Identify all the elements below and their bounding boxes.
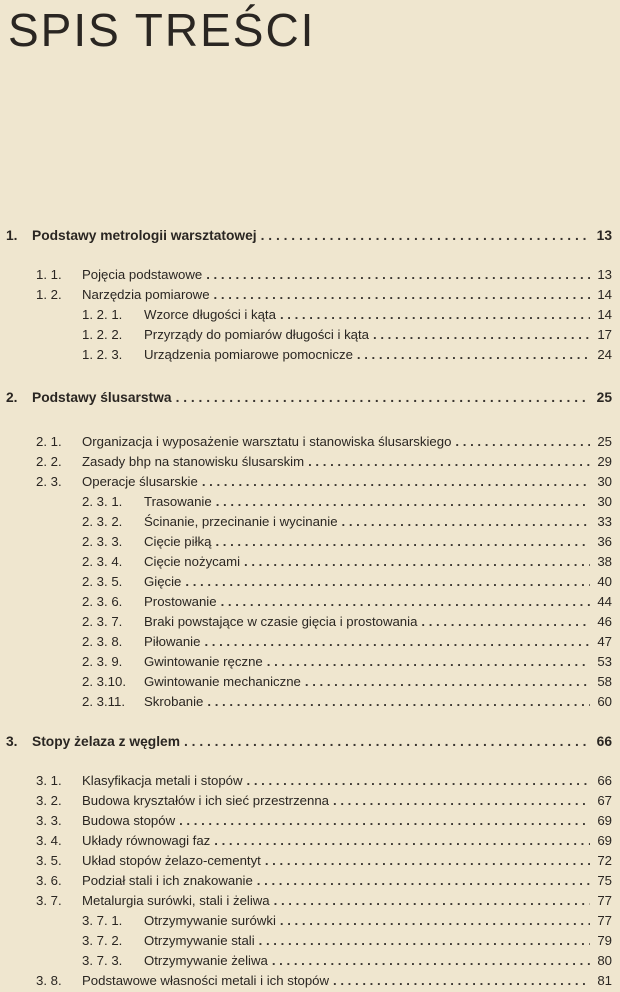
toc-entry-title: Podstawy ślusarstwa [32, 390, 172, 405]
dot-leader [261, 227, 590, 245]
dot-leader [308, 453, 590, 471]
toc-entry-page: 53 [597, 654, 612, 669]
toc-entry [36, 852, 612, 870]
toc-entry [82, 553, 612, 571]
toc-entry-title: Otrzymywanie surówki [144, 913, 276, 928]
dot-leader [257, 872, 590, 890]
toc-entry-number: 2. 3. [36, 474, 62, 489]
toc-entry-page: 14 [597, 307, 612, 322]
dot-leader [202, 473, 590, 491]
toc-entry [36, 772, 612, 790]
toc-chapter [6, 389, 612, 407]
toc-entry-page: 46 [597, 614, 612, 629]
toc-entry-title: Podział stali i ich znakowanie [82, 873, 253, 888]
dot-leader [280, 912, 590, 930]
toc-entry-number: 3. 5. [36, 853, 62, 868]
toc-entry-title: Zasady bhp na stanowisku ślusarskim [82, 454, 305, 469]
toc-entry-number: 1. 2. 3. [82, 347, 123, 362]
toc-entry-page: 77 [597, 893, 612, 908]
toc-entry-page: 17 [597, 327, 612, 342]
toc-entry [82, 633, 612, 651]
toc-entry-number: 1. 2. [36, 287, 62, 302]
toc-entry-number: 2. 3.11. [82, 694, 126, 709]
dot-leader [342, 513, 590, 531]
toc-entry [36, 812, 612, 830]
dot-leader [214, 286, 590, 304]
toc-entry-page: 40 [597, 574, 612, 589]
toc-entry-number: 2. 3. 1. [82, 494, 123, 509]
toc-entry-number: 3. 4. [36, 833, 62, 848]
toc-entry-page: 66 [596, 734, 612, 749]
toc-entry-page: 47 [597, 634, 612, 649]
toc-entry [36, 792, 612, 810]
toc-entry-page: 80 [597, 953, 612, 968]
toc-entry-page: 29 [597, 454, 612, 469]
toc-entry-number: 3. 7. 3. [82, 953, 123, 968]
dot-leader [265, 852, 590, 870]
dot-leader [267, 653, 590, 671]
toc-entry-page: 66 [597, 773, 612, 788]
toc-entry-number: 1. 1. [36, 267, 62, 282]
dot-leader [214, 832, 590, 850]
toc-entry [36, 286, 612, 304]
toc-entry [36, 832, 612, 850]
toc-entry [82, 952, 612, 970]
dot-leader [280, 306, 590, 324]
toc-entry-title: Gięcie [144, 574, 182, 589]
dot-leader [333, 972, 590, 990]
toc-entry [82, 932, 612, 950]
toc-entry-title: Otrzymywanie stali [144, 933, 255, 948]
toc-entry-page: 69 [597, 813, 612, 828]
toc-entry [36, 473, 612, 491]
toc-entry-number: 2. 3. 6. [82, 594, 123, 609]
toc-entry-number: 2. 3. 4. [82, 554, 123, 569]
toc-entry-title: Przyrządy do pomiarów długości i kąta [144, 327, 370, 342]
toc-entry-title: Stopy żelaza z węglem [32, 734, 180, 749]
toc-entry-title: Ścinanie, przecinanie i wycinanie [144, 514, 338, 529]
toc-entry [36, 266, 612, 284]
toc-chapter [6, 227, 612, 245]
toc-entry [82, 653, 612, 671]
toc-entry [36, 433, 612, 451]
toc-entry-title: Braki powstające w czasie gięcia i prostowania [144, 614, 418, 629]
toc-entry-title: Otrzymywanie żeliwa [144, 953, 268, 968]
toc-entry-number: 3. 7. 2. [82, 933, 123, 948]
toc-entry-number: 2. 2. [36, 454, 62, 469]
dot-leader [216, 493, 590, 511]
toc-entry-page: 36 [597, 534, 612, 549]
toc-entry-page: 25 [597, 434, 612, 449]
toc-entry [36, 453, 612, 471]
dot-leader [272, 952, 590, 970]
toc-entry-page: 77 [597, 913, 612, 928]
toc-entry-title: Cięcie piłką [144, 534, 212, 549]
toc-entry [36, 972, 612, 990]
toc-entry-title: Prostowanie [144, 594, 217, 609]
dot-leader [373, 326, 590, 344]
toc-entry-page: 24 [597, 347, 612, 362]
toc-entry-title: Klasyfikacja metali i stopów [82, 773, 243, 788]
dot-leader [204, 633, 590, 651]
toc-chapter [6, 733, 612, 751]
dot-leader [421, 613, 590, 631]
dot-leader [185, 573, 590, 591]
toc-entry-page: 58 [597, 674, 612, 689]
toc-entry-title: Wzorce długości i kąta [144, 307, 276, 322]
toc-entry-page: 30 [597, 474, 612, 489]
toc-entry-number: 3. 7. 1. [82, 913, 123, 928]
toc-entry-page: 30 [597, 494, 612, 509]
toc-entry-title: Metalurgia surówki, stali i żeliwa [82, 893, 270, 908]
toc-entry [82, 593, 612, 611]
toc-entry-page: 79 [597, 933, 612, 948]
toc-entry-page: 13 [597, 267, 612, 282]
toc-entry-number: 3. 1. [36, 773, 62, 788]
toc-entry-page: 67 [597, 793, 612, 808]
toc-entry [82, 306, 612, 324]
toc-entry-number: 3. 3. [36, 813, 62, 828]
toc-entry [82, 533, 612, 551]
toc-entry-title: Piłowanie [144, 634, 201, 649]
toc-entry-number: 3. 8. [36, 973, 62, 988]
toc-entry-number: 1. [6, 228, 18, 243]
toc-entry-title: Urządzenia pomiarowe pomocnicze [144, 347, 353, 362]
toc-entry-page: 72 [597, 853, 612, 868]
toc-entry [82, 346, 612, 364]
toc-entry [82, 693, 612, 711]
toc-entry-number: 2. 3. 7. [82, 614, 123, 629]
dot-leader [259, 932, 590, 950]
toc-entry-number: 3. 7. [36, 893, 62, 908]
toc-entry-number: 2. [6, 390, 18, 405]
toc-entry-title: Skrobanie [144, 694, 204, 709]
dot-leader [179, 812, 590, 830]
dot-leader [305, 673, 590, 691]
toc-entry-number: 3. 2. [36, 793, 62, 808]
dot-leader [207, 693, 590, 711]
toc-entry-number: 2. 3. 3. [82, 534, 123, 549]
toc-entry [36, 872, 612, 890]
toc-entry-page: 75 [597, 873, 612, 888]
toc-entry-number: 2. 3. 2. [82, 514, 123, 529]
toc-entry [82, 573, 612, 591]
toc-entry-title: Budowa stopów [82, 813, 176, 828]
toc-entry-number: 2. 3. 5. [82, 574, 123, 589]
page-title: SPIS TREŚCI [8, 4, 316, 56]
toc-entry-page: 33 [597, 514, 612, 529]
dot-leader [455, 433, 590, 451]
toc-entry-number: 2. 3.10. [82, 674, 126, 689]
toc-entry-page: 44 [597, 594, 612, 609]
toc-entry-title: Gwintowanie ręczne [144, 654, 263, 669]
toc-entry-number: 2. 1. [36, 434, 62, 449]
toc-entry-title: Operacje ślusarskie [82, 474, 198, 489]
toc-entry-title: Podstawy metrologii warsztatowej [32, 228, 257, 243]
dot-leader [333, 792, 590, 810]
toc-entry-number: 2. 3. 9. [82, 654, 123, 669]
toc-entry-page: 13 [596, 228, 612, 243]
toc-entry-number: 1. 2. 2. [82, 327, 123, 342]
toc-entry-number: 3. [6, 734, 18, 749]
toc-entry-page: 38 [597, 554, 612, 569]
toc-entry-title: Pojęcia podstawowe [82, 267, 203, 282]
toc-entry [82, 513, 612, 531]
toc-entry-number: 1. 2. 1. [82, 307, 123, 322]
toc-entry-page: 60 [597, 694, 612, 709]
toc-entry [82, 493, 612, 511]
toc-entry-title: Organizacja i wyposażenie warsztatu i stanowiska ślusarskiego [82, 434, 452, 449]
dot-leader [176, 389, 590, 407]
dot-leader [274, 892, 590, 910]
dot-leader [247, 772, 590, 790]
toc-entry-title: Układ stopów żelazo-cementyt [82, 853, 261, 868]
dot-leader [244, 553, 590, 571]
toc-entry-title: Cięcie nożycami [144, 554, 241, 569]
toc-entry-page: 69 [597, 833, 612, 848]
toc-entry [82, 912, 612, 930]
toc-entry-page: 25 [596, 390, 612, 405]
dot-leader [206, 266, 590, 284]
toc-entry [82, 673, 612, 691]
toc-entry-title: Podstawowe własności metali i ich stopów [82, 973, 330, 988]
toc-entry-title: Budowa kryształów i ich sieć przestrzenna [82, 793, 330, 808]
toc-entry [82, 326, 612, 344]
toc-entry-page: 81 [597, 973, 612, 988]
toc-entry-page: 14 [597, 287, 612, 302]
toc-entry-title: Gwintowanie mechaniczne [144, 674, 301, 689]
dot-leader [215, 533, 590, 551]
dot-leader [357, 346, 590, 364]
toc-entry-title: Narzędzia pomiarowe [82, 287, 210, 302]
toc-entry-title: Układy równowagi faz [82, 833, 211, 848]
toc-entry [36, 892, 612, 910]
toc-entry-number: 2. 3. 8. [82, 634, 123, 649]
toc-entry-title: Trasowanie [144, 494, 212, 509]
toc-entry [82, 613, 612, 631]
dot-leader [184, 733, 590, 751]
dot-leader [221, 593, 590, 611]
toc-entry-number: 3. 6. [36, 873, 62, 888]
